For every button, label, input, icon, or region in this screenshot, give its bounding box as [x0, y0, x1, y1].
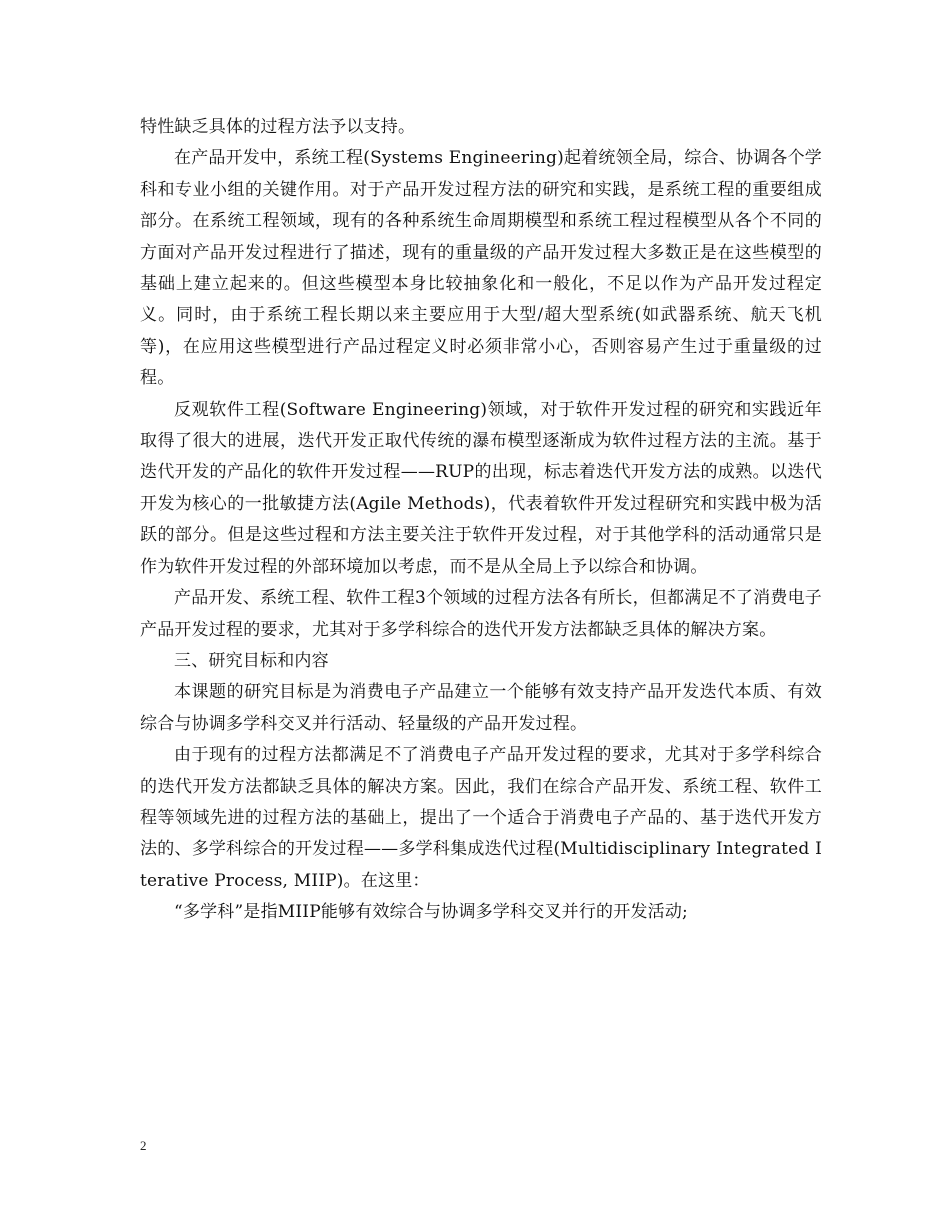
- paragraph-research-goal: 本课题的研究目标是为消费电子产品建立一个能够有效支持产品开发迭代本质、有效综合与协调多学科交叉并行活动、轻量级的产品开发过程。: [140, 682, 822, 734]
- paragraph-continuation: 特性缺乏具体的过程方法予以支持。: [140, 117, 416, 137]
- paragraph-summary: 产品开发、系统工程、软件工程3个领域的过程方法各有所长，但都满足不了消费电子产品开发过程的要求，尤其对于多学科综合的迭代开发方法都缺乏具体的解决方案。: [140, 588, 822, 640]
- paragraph-miip-proposal: 由于现有的过程方法都满足不了消费电子产品开发过程的要求，尤其对于多学科综合的迭代开发方法都缺乏具体的解决方案。因此，我们在综合产品开发、系统工程、软件工程等领域先进的过程方法的基础上，提出了一个适合于消费电子产品的、基于迭代开发方法的、多学科综合的开发过程——多学科集成迭代过程(Multidisciplinary Integrated Iterative Process, MIIP)。在这里：: [140, 745, 822, 891]
- page-number: 2: [140, 1138, 147, 1153]
- body-text: [140, 112, 822, 929]
- section-heading: 三、研究目标和内容: [174, 650, 329, 671]
- paragraph-multidisciplinary: “多学科”是指MIIP能够有效综合与协调多学科交叉并行的开发活动;: [174, 902, 688, 923]
- paragraph-systems-engineering: 在产品开发中，系统工程(Systems Engineering)起着统领全局，综合、协调各个学科和专业小组的关键作用。对于产品开发过程方法的研究和实践，是系统工程的重要组成部分。在系统工程领域，现有的各种系统生命周期模型和系统工程过程模型从各个不同的方面对产品开发过程进行了描述，现有的重量级的产品开发过程大多数正是在这些模型的基础上建立起来的。但这些模型本身比较抽象化和一般化，不足以作为产品开发过程定义。同时，由于系统工程长期以来主要应用于大型/超大型系统(如武器系统、航天飞机等)，在应用这些模型进行产品过程定义时必须非常小心，否则容易产生过于重量级的过程。: [140, 148, 822, 389]
- paragraph-software-engineering: 反观软件工程(Software Engineering)领域，对于软件开发过程的研究和实践近年取得了很大的进展，迭代开发正取代传统的瀑布模型逐渐成为软件过程方法的主流。基于迭代开发的产品化的软件开发过程——RUP的出现，标志着迭代开发方法的成熟。以迭代开发为核心的一批敏捷方法(Agile Methods)，代表着软件开发过程研究和实践中极为活跃的部分。但是这些过程和方法主要关注于软件开发过程，对于其他学科的活动通常只是作为软件开发过程的外部环境加以考虑，而不是从全局上予以综合和协调。: [140, 399, 822, 577]
